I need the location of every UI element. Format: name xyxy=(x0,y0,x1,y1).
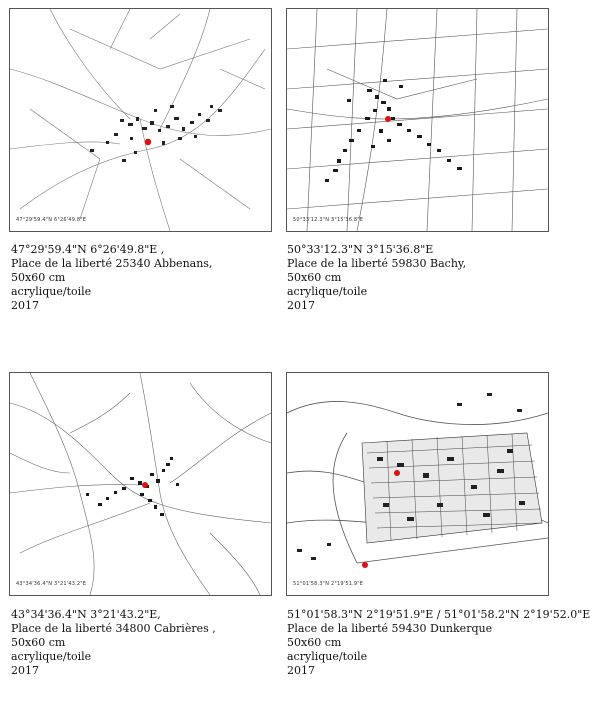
location-marker xyxy=(142,482,148,488)
map-drawing xyxy=(287,373,548,595)
caption-medium: acrylique/toile xyxy=(287,650,368,663)
location-marker xyxy=(394,470,400,476)
caption-medium: acrylique/toile xyxy=(11,285,92,298)
map-drawing xyxy=(10,373,271,595)
location-marker xyxy=(385,116,391,122)
caption-coords: 47°29'59.4"N 6°26'49.8"E , xyxy=(11,243,165,256)
caption-size: 50x60 cm xyxy=(287,636,342,649)
caption-place: Place de la liberté 25340 Abbenans, xyxy=(11,257,213,270)
map-coord-label: 47°29'59.4"N 6°26'49.8"E xyxy=(16,217,87,223)
caption-place: Place de la liberté 59430 Dunkerque xyxy=(287,622,493,635)
caption-year: 2017 xyxy=(11,664,39,677)
map-drawing xyxy=(287,9,548,231)
caption-medium: acrylique/toile xyxy=(287,285,368,298)
caption-place: Place de la liberté 34800 Cabrières , xyxy=(11,622,216,635)
location-marker xyxy=(145,139,151,145)
caption-coords: 43°34'36.4"N 3°21'43.2"E, xyxy=(11,608,161,621)
artwork-image-abbenans[interactable] xyxy=(9,8,272,232)
map-coord-label: 51°01'58.3"N 2°19'51.9"E xyxy=(293,581,364,587)
artwork-image-cabrieres[interactable] xyxy=(9,372,272,596)
map-coord-label: 50°33'12.3"N 3°15'36.8"E xyxy=(293,217,364,223)
caption-size: 50x60 cm xyxy=(11,636,66,649)
artwork-caption xyxy=(287,243,466,313)
caption-coords: 51°01'58.3"N 2°19'51.9"E / 51°01'58.2"N 2°19'52.0"E xyxy=(287,608,590,621)
artwork-caption xyxy=(11,243,212,313)
caption-medium: acrylique/toile xyxy=(11,650,92,663)
caption-year: 2017 xyxy=(11,299,39,312)
map-coord-label: 43°34'36.4"N 3°21'43.2"E xyxy=(16,581,87,587)
caption-size: 50x60 cm xyxy=(11,271,66,284)
caption-place: Place de la liberté 59830 Bachy, xyxy=(287,257,467,270)
location-marker xyxy=(362,562,368,568)
caption-year: 2017 xyxy=(287,299,315,312)
artwork-image-dunkerque[interactable] xyxy=(286,372,549,596)
artwork-caption xyxy=(11,608,216,678)
map-drawing xyxy=(10,9,271,231)
caption-coords: 50°33'12.3"N 3°15'36.8"E xyxy=(287,243,434,256)
caption-size: 50x60 cm xyxy=(287,271,342,284)
caption-year: 2017 xyxy=(287,664,315,677)
artwork-image-bachy[interactable] xyxy=(286,8,549,232)
artwork-caption xyxy=(287,608,590,678)
